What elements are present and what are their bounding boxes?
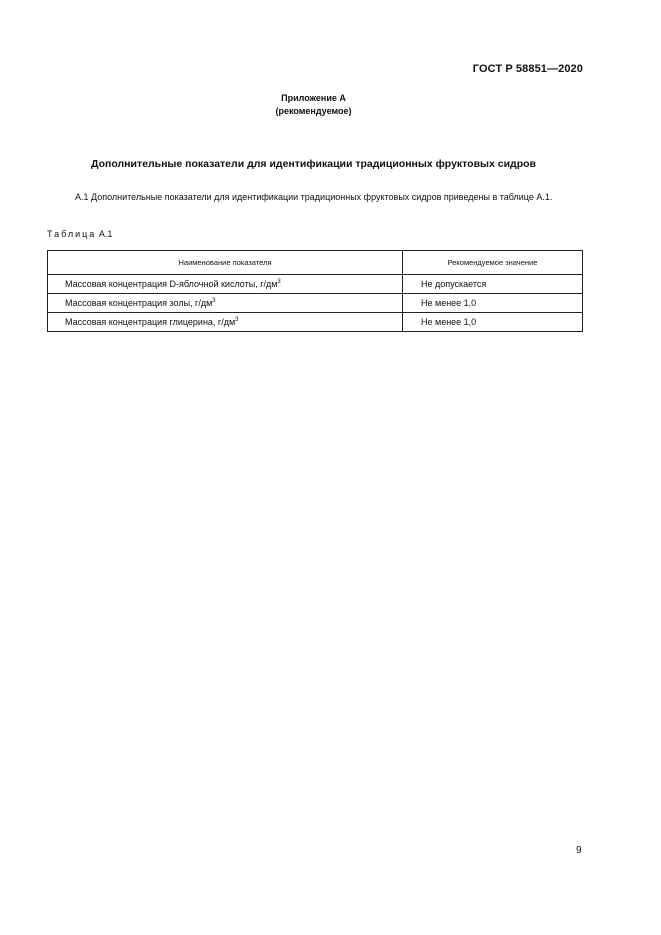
appendix-status: (рекомендуемое) — [275, 106, 352, 116]
page-number: 9 — [576, 845, 582, 856]
table-caption — [47, 229, 112, 239]
indicator-name: Массовая концентрация глицерина, г/дм — [65, 317, 236, 327]
indicator-name-cell — [48, 313, 403, 332]
indicators-table — [47, 250, 583, 332]
unit-exponent: 3 — [235, 317, 239, 323]
column-header-value: Рекомендуемое значение — [403, 251, 583, 275]
indicator-value: Не менее 1,0 — [403, 294, 583, 313]
appendix-heading — [0, 92, 627, 118]
indicator-value: Не допускается — [403, 275, 583, 294]
indicator-name: Массовая концентрация золы, г/дм — [65, 298, 213, 308]
table-row — [48, 313, 583, 332]
table-caption-label: Таблица — [47, 229, 97, 239]
table-row — [48, 275, 583, 294]
appendix-title: Приложение А — [281, 93, 346, 103]
indicator-name-cell — [48, 275, 403, 294]
unit-exponent: 3 — [277, 279, 281, 285]
table-row — [48, 294, 583, 313]
table-header-row — [48, 251, 583, 275]
table-caption-number: А.1 — [98, 229, 113, 239]
section-title: Дополнительные показатели для идентификации традиционных фруктовых сидров — [90, 158, 537, 170]
indicator-name: Массовая концентрация D-яблочной кислоты, г/дм — [65, 279, 278, 289]
indicator-name-cell — [48, 294, 403, 313]
standard-code: ГОСТ Р 58851—2020 — [472, 63, 583, 75]
column-header-name: Наименование показателя — [48, 251, 403, 275]
indicator-value: Не менее 1,0 — [403, 313, 583, 332]
paragraph-a1: А.1 Дополнительные показатели для идентификации традиционных фруктовых сидров приведены в таблице А.1. — [75, 192, 553, 202]
unit-exponent: 3 — [212, 298, 216, 304]
